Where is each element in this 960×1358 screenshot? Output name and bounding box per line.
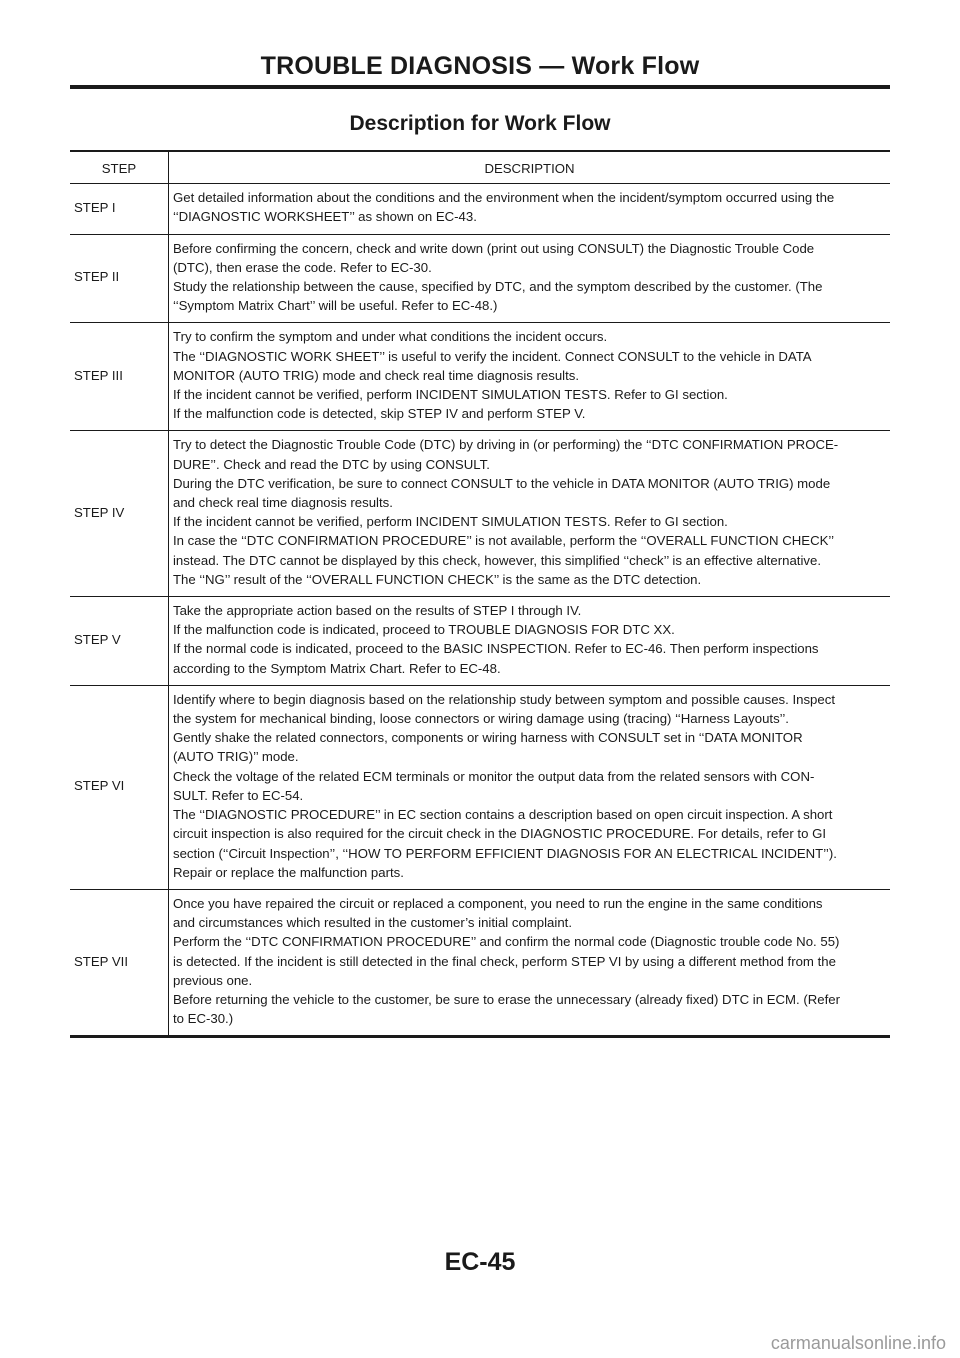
table-row: [70, 184, 890, 234]
description-line: Identify where to begin diagnosis based on the relationship study between symptom and possible causes. Inspect: [173, 691, 835, 707]
step-description: [169, 685, 891, 889]
description-line: Take the appropriate action based on the results of STEP I through IV.: [173, 603, 582, 619]
description-line: Repair or replace the malfunction parts.: [173, 864, 404, 880]
step-description: [169, 234, 891, 323]
section-header: TROUBLE DIAGNOSIS — Work Flow: [260, 52, 700, 80]
description-line: The ‘‘DIAGNOSTIC WORK SHEET’’ is useful to verify the incident. Connect CONSULT to the vehicle in DATA: [173, 348, 812, 364]
table-row: [70, 597, 890, 686]
table-header-row: [70, 151, 890, 184]
column-header-description: DESCRIPTION: [169, 151, 891, 184]
step-description: [169, 431, 891, 597]
description-line: If the incident cannot be verified, perform INCIDENT SIMULATION TESTS. Refer to GI section.: [173, 514, 728, 530]
step-description: [169, 889, 891, 1036]
description-line: Before returning the vehicle to the customer, be sure to erase the unnecessary (already fixed) DTC in ECM. (Refer: [173, 991, 841, 1007]
step-description: [169, 323, 891, 431]
step-label: STEP VII: [74, 953, 128, 969]
description-line: Perform the ‘‘DTC CONFIRMATION PROCEDURE’’ and confirm the normal code (Diagnostic trouble code No. 55): [173, 934, 840, 950]
description-line: MONITOR (AUTO TRIG) mode and check real time diagnosis results.: [173, 367, 580, 383]
description-line: section (‘‘Circuit Inspection’’, ‘‘HOW TO PERFORM EFFICIENT DIAGNOSIS FOR AN ELECTRICAL INCIDENT’’).: [173, 845, 837, 861]
description-line: Study the relationship between the cause, specified by DTC, and the symptom described by the customer. (The: [173, 279, 823, 295]
description-line: During the DTC verification, be sure to connect CONSULT to the vehicle in DATA MONITOR (AUTO TRIG) mode: [173, 475, 831, 491]
description-line: The ‘‘NG’’ result of the ‘‘OVERALL FUNCTION CHECK’’ is the same as the DTC detection.: [173, 571, 702, 587]
description-line: Try to detect the Diagnostic Trouble Code (DTC) by driving in (or performing) the ‘‘DTC CONFIRMATION PROCE-: [173, 437, 839, 453]
description-line: (DTC), then erase the code. Refer to EC-30.: [173, 259, 432, 275]
page-title: Description for Work Flow: [349, 112, 611, 135]
description-line: previous one.: [173, 972, 253, 988]
description-line: and circumstances which resulted in the customer’s initial complaint.: [173, 915, 572, 931]
table-body: [70, 184, 890, 1037]
step-label: STEP V: [70, 597, 169, 686]
description-line: If the normal code is indicated, proceed to the BASIC INSPECTION. Refer to EC-46. Then perform inspections: [173, 641, 819, 657]
page-number: EC-45: [444, 1248, 516, 1276]
description-line: Once you have repaired the circuit or replaced a component, you need to run the engine in the same conditions: [173, 895, 823, 911]
description-line: (AUTO TRIG)’’ mode.: [173, 749, 299, 765]
step-label: STEP VI: [70, 685, 169, 889]
step-label: STEP I: [70, 184, 169, 234]
description-line: SULT. Refer to EC-54.: [173, 787, 304, 803]
description-line: is detected. If the incident is still detected in the final check, perform STEP VI by using a different method from the: [173, 953, 836, 969]
description-line: and check real time diagnosis results.: [173, 495, 393, 511]
watermark: carmanualsonline.info: [770, 1333, 946, 1353]
description-line: to EC-30.): [173, 1011, 234, 1027]
description-line: Try to confirm the symptom and under what conditions the incident occurs.: [173, 329, 608, 345]
description-line: If the malfunction code is detected, skip STEP IV and perform STEP V.: [173, 406, 586, 422]
step-label: STEP II: [70, 234, 169, 323]
description-line: ‘‘Symptom Matrix Chart’’ will be useful. Refer to EC-48.): [173, 298, 498, 314]
table-row: [70, 323, 890, 431]
header-rule: [70, 85, 890, 89]
column-header-step: STEP: [70, 151, 169, 184]
table-row: [70, 234, 890, 323]
work-flow-table: [70, 150, 890, 1038]
description-line: instead. The DTC cannot be displayed by this check, however, this simplified ‘‘check’’ is an effective alternative.: [173, 552, 821, 568]
description-line: Gently shake the related connectors, components or wiring harness with CONSULT set in ‘‘DATA MONITOR: [173, 730, 803, 746]
step-description: [169, 597, 891, 686]
description-line: In case the ‘‘DTC CONFIRMATION PROCEDURE’’ is not available, perform the ‘‘OVERALL FUNCTION CHECK’’: [173, 533, 835, 549]
description-line: according to the Symptom Matrix Chart. Refer to EC-48.: [173, 660, 501, 676]
description-line: The ‘‘DIAGNOSTIC PROCEDURE’’ in EC section contains a description based on open circuit inspection. A short: [173, 807, 833, 823]
step-label: STEP III: [70, 323, 169, 431]
description-line: If the incident cannot be verified, perform INCIDENT SIMULATION TESTS. Refer to GI section.: [173, 387, 728, 403]
step-description: [169, 184, 891, 234]
table-row: [70, 431, 890, 597]
table-row: [70, 889, 890, 1036]
description-line: the system for mechanical binding, loose connectors or wiring damage using (tracing) ‘‘Harness Layouts’’.: [173, 711, 789, 727]
description-line: Check the voltage of the related ECM terminals or monitor the output data from the related sensors with CON-: [173, 768, 815, 784]
description-line: Get detailed information about the conditions and the environment when the incident/symptom occurred using the: [173, 190, 835, 206]
description-line: DURE’’. Check and read the DTC by using CONSULT.: [173, 456, 490, 472]
description-line: circuit inspection is also required for the circuit check in the DIAGNOSTIC PROCEDURE. For details, refer to GI: [173, 826, 827, 842]
description-line: If the malfunction code is indicated, proceed to TROUBLE DIAGNOSIS FOR DTC XX.: [173, 622, 675, 638]
step-label: STEP IV: [70, 431, 169, 597]
description-line: ‘‘DIAGNOSTIC WORKSHEET’’ as shown on EC-43.: [173, 209, 477, 225]
description-line: Before confirming the concern, check and write down (print out using CONSULT) the Diagnostic Trouble Code: [173, 240, 815, 256]
table-row: [70, 685, 890, 889]
